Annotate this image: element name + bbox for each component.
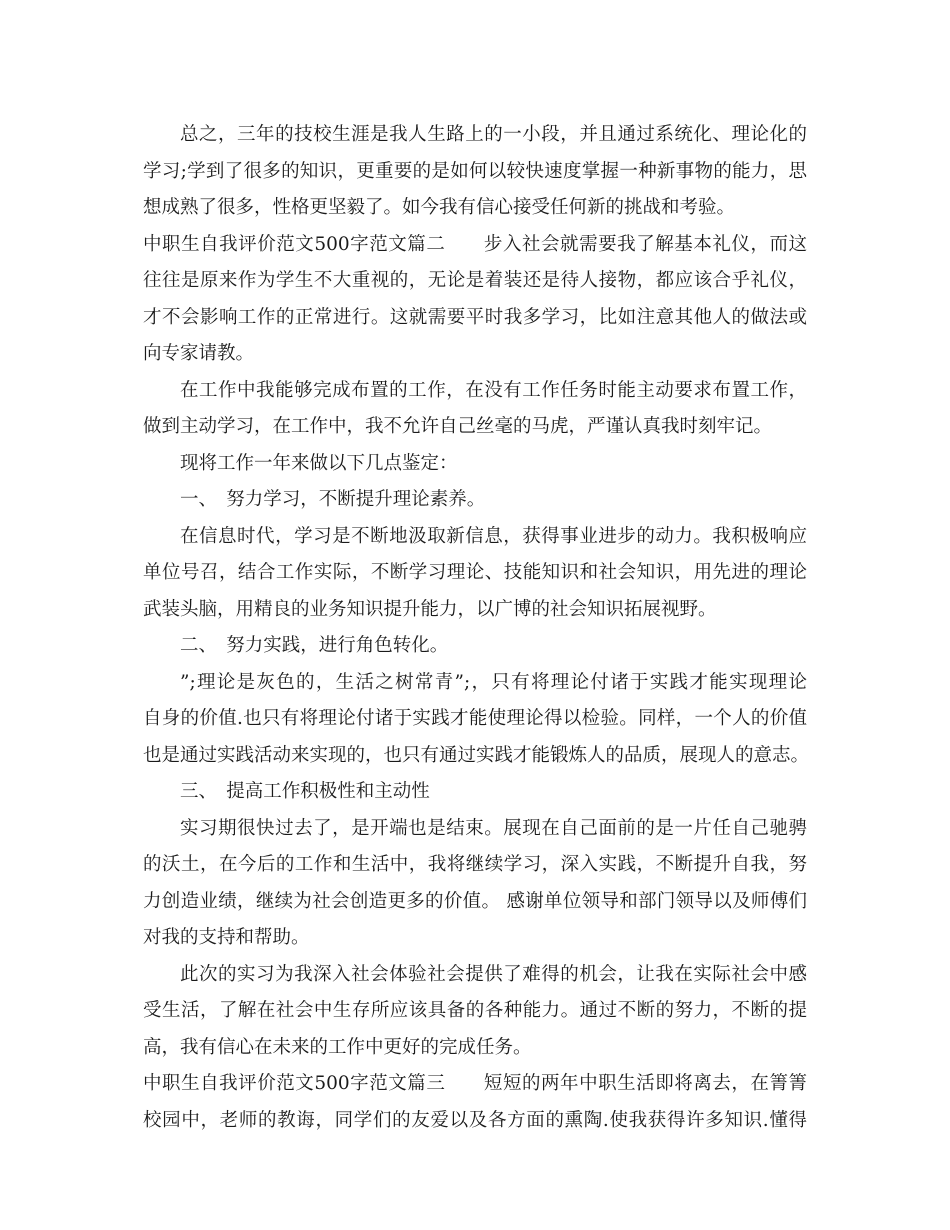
paragraph-line: 才不会影响工作的正常进行。这就需要平时我多学习，比如注意其他人的做法或 [143,306,807,328]
paragraph-line: 单位号召，结合工作实际，不断学习理论、技能知识和社会知识，用先进的理论 [143,562,807,583]
paragraph-line: 高，我有信心在未来的工作中更好的完成任务。 [143,1036,532,1058]
paragraph-line: 想成熟了很多，性格更坚毅了。如今我有信心接受任何新的挑战和考验。 [143,197,736,218]
paragraph-line: ”;理论是灰色的，生活之树常青”;，只有将理论付诸于实践才能实现理论 [180,671,807,693]
paragraph-line: 做到主动学习，在工作中，我不允许自己丝毫的马虎，严谨认真我时刻牢记。 [143,416,773,437]
list-heading: 二、 努力实践，进行角色转化。 [180,635,449,656]
paragraph-line: 受生活，了解在社会中生存所应该具备的各种能力。通过不断的努力，不断的提 [143,1000,807,1021]
paragraph-line: 学习;学到了很多的知识，更重要的是如何以较快速度掌握一种新事物的能力，思 [143,160,807,182]
paragraph-line: 对我的支持和帮助。 [143,927,310,948]
paragraph-line: 在信息时代，学习是不断地汲取新信息，获得事业进步的动力。我积极响应 [180,525,807,547]
list-heading: 三、 提高工作积极性和主动性 [180,781,430,802]
paragraph-line: 也是通过实践活动来实现的，也只有通过实践才能锻炼人的品质，展现人的意志。 [143,744,810,766]
section-title: 中职生自我评价范文500字范文篇二 [143,233,446,255]
section-heading-line [143,1066,807,1103]
paragraph-line: 校园中，老师的教诲，同学们的友爱以及各方面的熏陶.使我获得许多知识.懂得 [143,1109,807,1131]
paragraph-line: 实习期很快过去了，是开端也是结束。展现在自己面前的是一片任自己驰骋 [180,817,807,839]
section-intro-text: 步入社会就需要我了解基本礼仪，而这 [483,233,807,255]
paragraph-line: 在工作中我能够完成布置的工作，在没有工作任务时能主动要求布置工作， [180,379,807,401]
paragraph-line: 自身的价值.也只有将理论付诸于实践才能使理论得以检验。同样，一个人的价值 [143,708,807,729]
paragraph-line: 此次的实习为我深入社会体验社会提供了难得的机会，让我在实际社会中感 [180,963,807,985]
paragraph-line: 的沃土，在今后的工作和生活中，我将继续学习，深入实践，不断提升自我，努 [143,854,807,875]
paragraph-line: 武装头脑，用精良的业务知识提升能力，以广博的社会知识拓展视野。 [143,598,717,620]
paragraph-line: 总之，三年的技校生涯是我人生路上的一小段，并且通过系统化、理论化的 [180,124,807,145]
paragraph-line: 向专家请教。 [143,343,255,364]
paragraph-line: 力创造业绩，继续为社会创造更多的价值。 感谢单位领导和部门领导以及师傅们 [143,890,807,912]
section-title: 中职生自我评价范文500字范文篇三 [143,1073,446,1094]
document-page [143,117,810,1139]
section-heading-line [143,227,807,264]
paragraph-line: 往往是原来作为学生不大重视的，无论是着装还是待人接物，都应该合乎礼仪， [143,270,807,291]
paragraph-line: 现将工作一年来做以下几点鉴定： [180,452,458,474]
list-heading: 一、 努力学习，不断提升理论素养。 [180,489,486,510]
section-intro-text: 短短的两年中职生活即将离去，在箐箐 [483,1073,807,1094]
